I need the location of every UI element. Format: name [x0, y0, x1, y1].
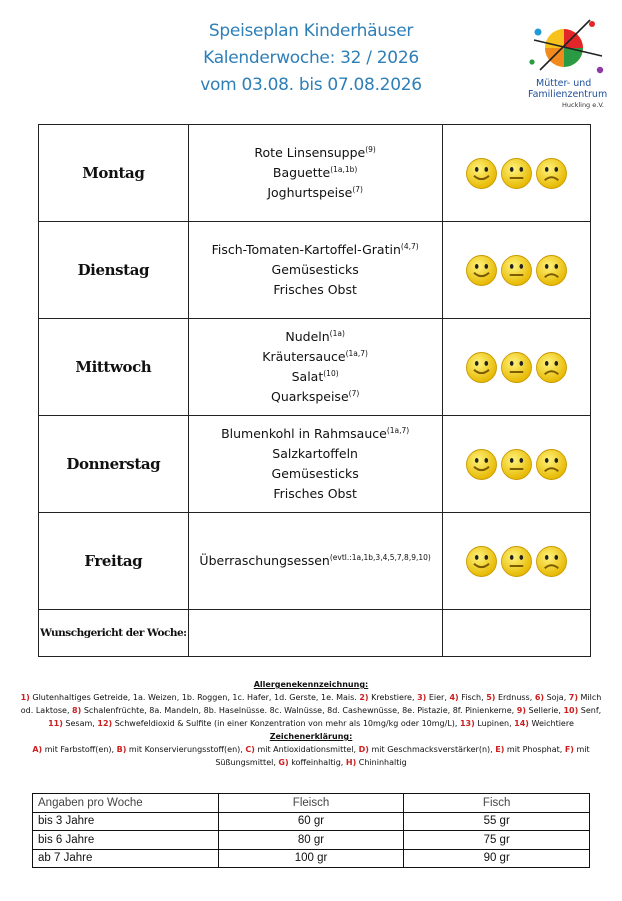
day-name: Dienstag	[39, 222, 189, 319]
amount-row	[33, 849, 590, 868]
rating-cell	[442, 416, 590, 513]
day-row	[39, 513, 591, 610]
legend-text: Chininhaltig	[356, 758, 407, 767]
menu-cell	[188, 319, 442, 416]
menu-item	[189, 183, 442, 203]
smiley-neutral-icon[interactable]	[499, 260, 534, 279]
legend-text: Milch od. Laktose,	[20, 693, 602, 715]
menu-cell	[188, 416, 442, 513]
menu-item	[189, 444, 442, 464]
menu-item-text: Gemüsesticks	[271, 262, 359, 277]
amount-age: bis 6 Jahre	[33, 831, 219, 850]
allergen-legend	[20, 678, 602, 769]
legend-key: 3)	[417, 693, 427, 702]
amount-header-fish: Fisch	[404, 794, 590, 813]
menu-item-text: Blumenkohl in Rahmsauce	[221, 426, 387, 441]
smiley-happy-icon[interactable]	[464, 260, 499, 279]
smiley-happy-icon[interactable]	[464, 357, 499, 376]
menu-item	[189, 163, 442, 183]
menu-cell	[188, 125, 442, 222]
menu-item	[189, 143, 442, 163]
allergen-code: (7)	[348, 389, 360, 398]
smiley-happy-icon[interactable]	[464, 551, 499, 570]
amount-age: ab 7 Jahre	[33, 849, 219, 868]
menu-item-text: Rote Linsensuppe	[254, 145, 366, 160]
allergen-code: (1a,7)	[386, 426, 410, 435]
day-row	[39, 319, 591, 416]
menu-item-text: Gemüsesticks	[271, 466, 359, 481]
legend-key: B)	[116, 745, 127, 754]
legend-text: mit Konservierungsstoff(en),	[126, 745, 246, 754]
menu-item	[189, 367, 442, 387]
legend-text: Soja,	[544, 693, 569, 702]
legend-key: H)	[345, 758, 357, 767]
menu-item-text: Joghurtspeise	[267, 185, 353, 200]
menu-item	[189, 260, 442, 280]
amount-age: bis 3 Jahre	[33, 812, 219, 831]
week-label: Kalenderwoche: 32 / 2026	[203, 48, 419, 68]
wish-row	[39, 610, 591, 657]
amount-header-label: Angaben pro Woche	[33, 794, 219, 813]
amount-fish: 90 gr	[404, 849, 590, 868]
day-name: Montag	[39, 125, 189, 222]
amount-header-row	[33, 794, 590, 813]
legend-text: Lupinen,	[474, 719, 515, 728]
menu-item-text: Frisches Obst	[273, 486, 357, 501]
legend-key: 14)	[514, 719, 529, 728]
legend-text: Glutenhaltiges Getreide, 1a. Weizen, 1b. Roggen, 1c. Hafer, 1d. Gerste, 1e. Mais.	[29, 693, 360, 702]
amount-row	[33, 831, 590, 850]
day-name: Freitag	[39, 513, 189, 610]
day-name: Donnerstag	[39, 416, 189, 513]
legend-text: Krebstiere,	[368, 693, 418, 702]
day-row	[39, 416, 591, 513]
smiley-happy-icon[interactable]	[464, 163, 499, 182]
smiley-sad-icon[interactable]	[534, 163, 569, 182]
allergen-code: (1a,1b)	[330, 165, 358, 174]
allergen-code: (9)	[365, 145, 376, 154]
legend-text: mit Antioxidationsmittel,	[254, 745, 359, 754]
menu-item-text: Kräutersauce	[262, 349, 346, 364]
date-range: vom 03.08. bis 07.08.2026	[200, 75, 422, 95]
day-row	[39, 125, 591, 222]
legend-key: F)	[564, 745, 574, 754]
legend-text: mit Geschmacksverstärker(n),	[368, 745, 496, 754]
legend-text: Weichtiere	[528, 719, 574, 728]
legend-key: C)	[245, 745, 255, 754]
legend-key: 11)	[48, 719, 63, 728]
allergen-code: (4,7)	[400, 242, 419, 251]
legend-text: mit Farbstoff(en),	[42, 745, 117, 754]
menu-item	[189, 347, 442, 367]
page-title: Speiseplan Kinderhäuser	[208, 21, 414, 41]
legend-key: 8)	[72, 706, 82, 715]
legend-text: Sellerie,	[526, 706, 564, 715]
smiley-neutral-icon[interactable]	[499, 551, 534, 570]
allergen-code: (1a,7)	[345, 349, 368, 358]
menu-item	[189, 484, 442, 504]
legend-key: 10)	[563, 706, 579, 715]
menu-cell	[188, 513, 442, 610]
smiley-neutral-icon[interactable]	[499, 163, 534, 182]
legend-key: 7)	[568, 693, 579, 702]
menu-item-text: Frisches Obst	[273, 282, 357, 297]
smiley-sad-icon[interactable]	[534, 454, 569, 473]
legend-key: 13)	[459, 719, 475, 728]
legend-key: E)	[495, 745, 505, 754]
menu-item-text: Quarkspeise	[271, 389, 349, 404]
legend-text: Sesam,	[62, 719, 98, 728]
legend-text: mit Phosphat,	[504, 745, 565, 754]
smiley-happy-icon[interactable]	[464, 454, 499, 473]
smiley-sad-icon[interactable]	[534, 260, 569, 279]
rating-cell	[442, 222, 590, 319]
legend-text: Erdnuss,	[495, 693, 535, 702]
legend-key: 6)	[534, 693, 545, 702]
amount-meat: 100 gr	[218, 849, 404, 868]
menu-item	[189, 280, 442, 300]
menu-item-text: Salzkartoffeln	[272, 446, 358, 461]
amount-fish: 55 gr	[404, 812, 590, 831]
legend-text: mit Süßungsmittel,	[215, 745, 590, 767]
allergen-code: (evtl.:1a,1b,3,4,5,7,8,9,10)	[329, 553, 431, 562]
legend-key: 4)	[449, 693, 459, 702]
menu-item	[189, 327, 442, 347]
legend-text: koffeinhaltig,	[288, 758, 346, 767]
legend-text: Senf,	[578, 706, 602, 715]
smiley-neutral-icon[interactable]	[499, 454, 534, 473]
legend-key: G)	[278, 758, 289, 767]
allergen-code: (7)	[352, 185, 363, 194]
smiley-sad-icon[interactable]	[534, 551, 569, 570]
amount-table	[32, 793, 590, 868]
logo-text: Mütter- und Familienzentrum Huckling e.V.	[528, 78, 608, 109]
menu-item-text: Salat	[291, 369, 324, 384]
menu-item	[189, 424, 442, 444]
amount-header-meat: Fleisch	[218, 794, 404, 813]
allergen-code: (1a)	[329, 329, 345, 338]
menu-item	[189, 387, 442, 407]
wish-value	[188, 610, 442, 657]
signs-heading: Zeichenerklärung:	[269, 732, 353, 741]
day-name: Mittwoch	[39, 319, 189, 416]
smiley-sad-icon[interactable]	[534, 357, 569, 376]
legend-key: D)	[358, 745, 369, 754]
day-row	[39, 222, 591, 319]
allergen-code: (10)	[323, 369, 339, 378]
amount-meat: 60 gr	[218, 812, 404, 831]
legend-text: Eier,	[426, 693, 450, 702]
rating-cell	[442, 513, 590, 610]
allergen-heading: Allergenekennzeichnung:	[253, 680, 369, 689]
menu-cell	[188, 222, 442, 319]
menu-table	[38, 124, 591, 657]
wish-label: Wunschgericht der Woche:	[39, 610, 189, 657]
legend-key: A)	[32, 745, 43, 754]
legend-key: 9)	[516, 706, 526, 715]
signs-list	[20, 743, 602, 769]
rating-cell	[442, 319, 590, 416]
wish-empty-cell	[442, 610, 590, 657]
allergen-list	[20, 691, 602, 730]
legend-text: Fisch,	[458, 693, 487, 702]
menu-item	[189, 551, 442, 571]
menu-item-text: Nudeln	[285, 329, 330, 344]
legend-key: 1)	[20, 693, 30, 702]
legend-key: 5)	[486, 693, 496, 702]
menu-item	[189, 240, 442, 260]
amount-meat: 80 gr	[218, 831, 404, 850]
menu-item-text: Baguette	[272, 165, 331, 180]
menu-item-text: Überraschungsessen	[199, 553, 330, 568]
smiley-neutral-icon[interactable]	[499, 357, 534, 376]
amount-fish: 75 gr	[404, 831, 590, 850]
legend-key: 2)	[359, 693, 369, 702]
legend-text: Schalenfrüchte, 8a. Mandeln, 8b. Haselnüsse. 8c. Walnüsse, 8d. Cashewnüsse, 8e. Pistazie, 8f. Pinienkerne,	[81, 706, 517, 715]
legend-text: Schwefeldioxid & Sulfite (in einer Konzentration von mehr als 10mg/kg oder 10mg/L),	[112, 719, 460, 728]
amount-row	[33, 812, 590, 831]
legend-key: 12)	[97, 719, 113, 728]
menu-item-text: Fisch-Tomaten-Kartoffel-Gratin	[211, 242, 401, 257]
rating-cell	[442, 125, 590, 222]
menu-item	[189, 464, 442, 484]
